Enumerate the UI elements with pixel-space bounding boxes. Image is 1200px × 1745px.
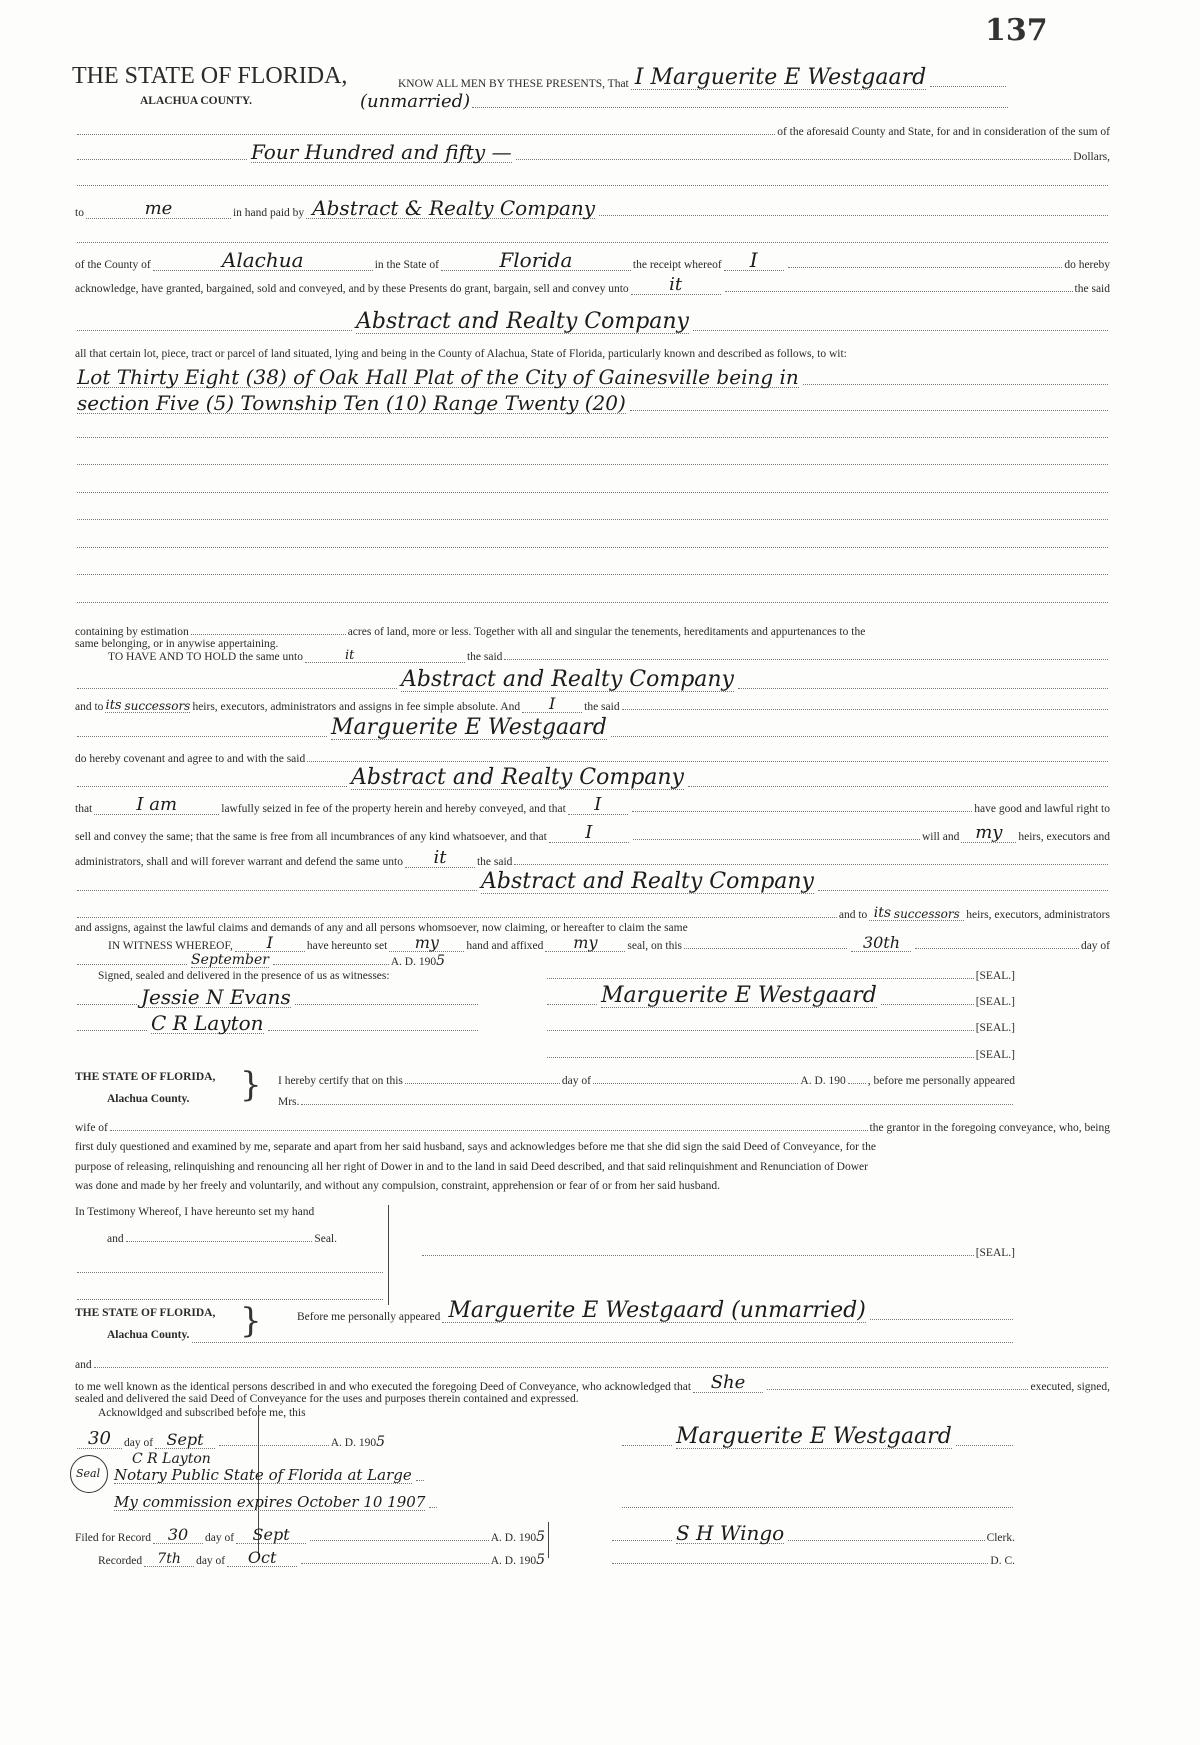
sell-handwriting: I <box>585 822 593 843</box>
notary-name-handwriting: C R Layton <box>132 1451 211 1467</box>
day-handwriting: 30th <box>862 933 901 952</box>
ack-text: sealed and delivered the said Deed of Conveyance for the uses and purposes therein contained and expressed. <box>75 1392 579 1405</box>
seal-label: [SEAL.] <box>975 1048 1015 1061</box>
county-handwriting: Alachua <box>221 248 304 272</box>
the-said-label: the said <box>584 700 620 713</box>
county-title: ALACHUA COUNTY. <box>140 95 253 107</box>
appeared-handwriting: Marguerite E Westgaard (unmarried) <box>448 1298 866 1323</box>
the-said-label: the said <box>1074 282 1110 295</box>
brace: } <box>240 1065 262 1105</box>
heirs-executors-label: heirs, executors and <box>1018 830 1110 843</box>
dc-label: D. C. <box>990 1554 1015 1567</box>
grantor-signature: Marguerite E Westgaard <box>601 983 877 1008</box>
grantee-handwriting: Abstract and Realty Company <box>351 765 684 790</box>
its-handwriting: its <box>105 698 122 713</box>
acknowledge-text: acknowledge, have granted, bargained, sold and conveyed, and by these Presents do grant, bargain, sell and convey unto <box>75 282 629 295</box>
ack-signature: Marguerite E Westgaard <box>676 1424 952 1449</box>
successors-handwriting: successors <box>124 699 191 713</box>
acknowledged-text: Acknowldged and subscribed before me, this <box>98 1406 306 1419</box>
hand-handwriting: my <box>414 933 439 952</box>
testimony-text: In Testimony Whereof, I have hereunto set my hand <box>75 1205 315 1218</box>
recorded-label: Recorded <box>98 1554 143 1567</box>
same-belonging-text: same belonging, or in anywise appertaining. <box>75 637 279 650</box>
grantee-handwriting: Abstract and Realty Company <box>481 869 814 894</box>
seal-label: Seal. <box>314 1232 337 1245</box>
brace-line <box>388 1205 389 1305</box>
acres-text: acres of land, more or less. Together with all and singular the tenements, hereditaments and appurtenances to the <box>347 625 866 638</box>
before-text: Before me personally appeared <box>297 1310 441 1323</box>
ad-label: A. D. 190 <box>330 1436 377 1449</box>
ack-text: to me well known as the identical persons described in and who executed the foregoing Deed of Conveyance, who acknowledged that <box>75 1380 692 1393</box>
recorded-year-handwriting: 5 <box>536 1552 545 1568</box>
witness-2-signature: C R Layton <box>151 1011 264 1035</box>
that-handwriting: I <box>594 794 602 815</box>
heirs-text: heirs, executors, administrators and assigns in fee simple absolute. And <box>192 700 521 713</box>
ad-label: A. D. 190 <box>490 1554 537 1567</box>
have-set-label: have hereunto set <box>306 939 388 952</box>
consideration-text: of the aforesaid County and State, for and in consideration of the sum of <box>777 125 1110 138</box>
witness-text: IN WITNESS WHEREOF, <box>108 939 233 952</box>
page-number: 137 <box>985 13 1048 48</box>
unto-handwriting: it <box>669 274 683 295</box>
seal-label: [SEAL.] <box>975 1246 1015 1259</box>
notary-title-handwriting: Notary Public State of Florida at Large <box>114 1466 412 1484</box>
know-all-text: KNOW ALL MEN BY THESE PRESENTS, That <box>398 77 629 90</box>
filed-month-handwriting: Sept <box>252 1525 290 1544</box>
dower-paragraph-line: was done and made by her freely and voluntarily, and without any compulsion, constraint, apprehension or fear of or from her said husband. <box>75 1179 720 1192</box>
to-label: to <box>75 206 84 219</box>
ack-month-handwriting: Sept <box>166 1430 204 1449</box>
state-of-label: in the State of <box>374 258 439 271</box>
ack-state-title: THE STATE OF FLORIDA, <box>75 1307 216 1319</box>
notary-seal-mark <box>70 1455 108 1493</box>
covenant-text: do hereby covenant and agree to and with the said <box>75 752 306 765</box>
its-handwriting: its <box>873 905 892 921</box>
commission-handwriting: My commission expires October 10 1907 <box>114 1493 426 1511</box>
ad-label: A. D. 190 <box>490 1531 537 1544</box>
dower-paragraph-line: first duly questioned and examined by me, separate and apart from her said husband, says and acknowledges before me that she did sign the said Deed of Conveyance, for the <box>75 1140 876 1153</box>
ack-county-title: Alachua County. <box>107 1329 190 1341</box>
before-text: , before me personally appeared <box>867 1074 1015 1087</box>
recorded-month-handwriting: Oct <box>247 1548 277 1567</box>
county-of-label: of the County of <box>75 258 151 271</box>
mrs-label: Mrs. <box>278 1095 300 1108</box>
dower-paragraph-line: purpose of releasing, relinquishing and renouncing all her right of Dower in and to the land in said Deed described, and that said relinquishment and Renunciation of Dower <box>75 1160 868 1173</box>
assigns-text: and assigns, against the lawful claims and demands of any and all persons whomsoever, now claiming, or hereafter to claim the same <box>75 921 688 934</box>
seal-on-label: seal, on this <box>627 939 683 952</box>
to-handwriting: me <box>144 198 173 219</box>
witness-handwriting: I <box>266 933 273 952</box>
and-handwriting: I <box>548 694 556 713</box>
all-that-text: all that certain lot, piece, tract or parcel of land situated, lying and being in the County of Alachua, State of Florida, particularly known and described as follows, to wit: <box>75 347 847 360</box>
clerk-label: Clerk. <box>986 1531 1015 1544</box>
defend-handwriting: it <box>433 847 447 868</box>
recorded-day-handwriting: 7th <box>157 1551 181 1567</box>
dower-county-title: Alachua County. <box>107 1093 190 1105</box>
administrators-text: administrators, shall and will forever warrant and defend the same unto <box>75 855 403 868</box>
grantee-handwriting: Abstract and Realty Company <box>401 667 734 692</box>
signed-text: Signed, sealed and delivered in the presence of us as witnesses: <box>98 969 390 982</box>
sum-handwriting: Four Hundred and fifty — <box>251 140 512 164</box>
seal-handwriting: Seal <box>76 1467 101 1480</box>
legal-description-line-2: section Five (5) Township Ten (10) Range Twenty (20) <box>77 391 626 415</box>
clerk-signature: S H Wingo <box>676 1521 785 1545</box>
brace: } <box>240 1301 262 1341</box>
filed-year-handwriting: 5 <box>536 1529 545 1545</box>
paid-by-label: in hand paid by <box>232 206 305 219</box>
will-and-label: will and <box>921 830 960 843</box>
she-handwriting: She <box>710 1372 746 1393</box>
day-of-label: day of <box>196 1554 226 1567</box>
certify-text: I hereby certify that on this <box>278 1074 403 1087</box>
executed-label: executed, signed, <box>1030 1380 1110 1393</box>
brace-line <box>548 1522 549 1558</box>
dower-state-title: THE STATE OF FLORIDA, <box>75 1071 216 1083</box>
state-handwriting: Florida <box>499 248 573 272</box>
lawfully-text: lawfully seized in fee of the property herein and hereby conveyed, and that <box>221 802 566 815</box>
year-handwriting: 5 <box>436 953 445 969</box>
filed-label: Filed for Record <box>75 1531 152 1544</box>
seal-label: [SEAL.] <box>975 995 1015 1008</box>
the-said-label: the said <box>466 650 503 663</box>
and-to-label: and to <box>838 908 868 921</box>
day-of-label: day of <box>124 1436 154 1449</box>
grantor-handwriting: I Marguerite E Westgaard <box>634 65 927 90</box>
seal-label: [SEAL.] <box>975 969 1015 982</box>
containing-label: containing by estimation <box>75 625 189 638</box>
seal-handwriting: my <box>573 933 598 952</box>
receipt-handwriting: I <box>749 248 758 272</box>
and-label: and <box>107 1232 124 1245</box>
have-handwriting: it <box>344 648 355 663</box>
i-am-handwriting: I am <box>136 794 178 815</box>
have-good-text: have good and lawful right to <box>974 802 1110 815</box>
grantee-handwriting: Abstract and Realty Company <box>356 309 689 334</box>
dollars-label: Dollars, <box>1073 150 1110 163</box>
day-of-label: day of <box>1080 939 1111 952</box>
that-label: that <box>75 802 93 815</box>
paid-by-handwriting: Abstract & Realty Company <box>312 196 596 220</box>
to-have-text: TO HAVE AND TO HOLD the same unto <box>108 650 303 663</box>
status-handwriting: (unmarried) <box>360 91 471 112</box>
receipt-label: the receipt whereof <box>632 258 722 271</box>
heirs-administrators-label: heirs, executors, administrators <box>966 908 1110 921</box>
filed-day-handwriting: 30 <box>167 1525 189 1544</box>
day-of-label: day of <box>561 1074 591 1087</box>
successors-handwriting: successors <box>893 907 960 921</box>
state-title: THE STATE OF FLORIDA, <box>72 63 348 89</box>
day-of-label: day of <box>205 1531 235 1544</box>
ad-label: A. D. 190 <box>390 955 437 968</box>
and-to-label: and to <box>75 700 104 713</box>
and-label: and <box>75 1358 92 1371</box>
wife-of-label: wife of <box>75 1121 108 1134</box>
ack-day-handwriting: 30 <box>88 1428 111 1449</box>
do-hereby-label: do hereby <box>1064 258 1110 271</box>
year-handwriting: 5 <box>376 1434 385 1450</box>
sell-text: sell and convey the same; that the same is free from all incumbrances of any kind whatsoever, and that <box>75 830 547 843</box>
the-said-label: the said <box>476 855 513 868</box>
grantor-handwriting: Marguerite E Westgaard <box>331 715 607 740</box>
seal-label: [SEAL.] <box>975 1021 1015 1034</box>
grantor-text: the grantor in the foregoing conveyance, who, being <box>869 1121 1110 1134</box>
ad-label: A. D. 190 <box>800 1074 846 1087</box>
hand-affixed-label: hand and affixed <box>466 939 544 952</box>
witness-1-signature: Jessie N Evans <box>141 985 291 1009</box>
legal-description-line-1: Lot Thirty Eight (38) of Oak Hall Plat of the City of Gainesville being in <box>77 365 799 389</box>
my-handwriting: my <box>975 822 1003 843</box>
month-handwriting: September <box>191 952 269 968</box>
